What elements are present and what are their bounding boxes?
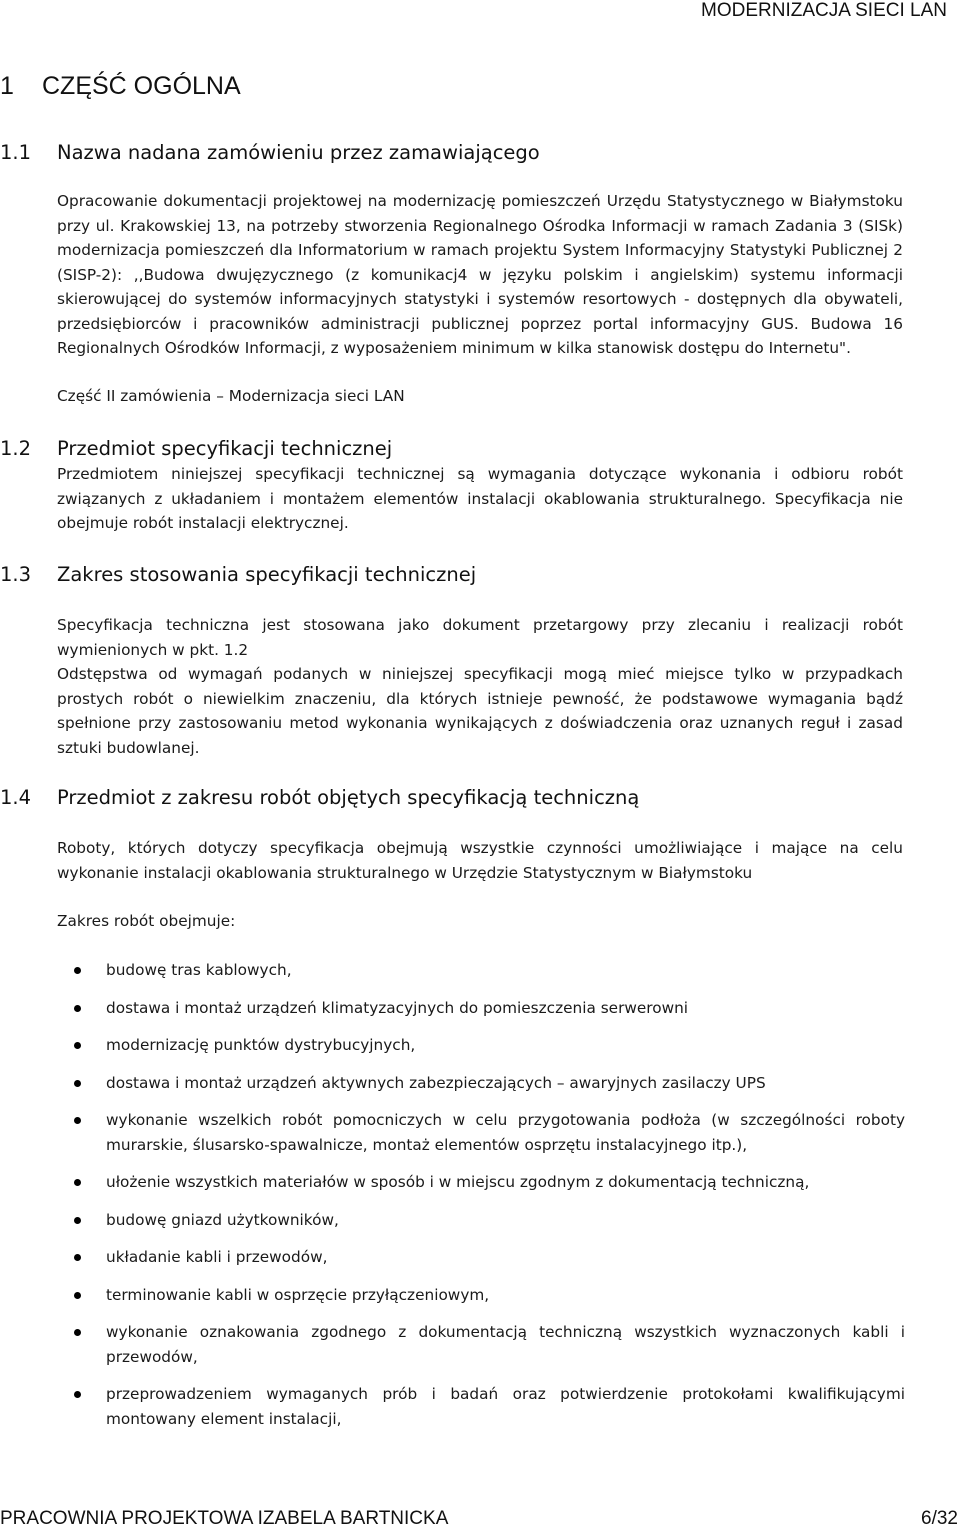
section-heading-1-3 (0, 563, 476, 587)
section-number: 1.1 (0, 141, 32, 164)
bullet-icon (74, 1329, 81, 1336)
list-item-text: wykonanie wszelkich robót pomocniczych w celu przygotowania podłoża (w szczególności roboty murarskie, ślusarsko-spawalnicze, montaż elementów osprzętu instalacyjnego itp.), (106, 1111, 905, 1154)
paragraph-order-name: Opracowanie dokumentacji projektowej na modernizację pomieszczeń Urzędu Statystycznego w Białymstoku przy ul. Krakowskiej 13, na potrzeby stworzenia Regionalnego Ośrodka Informacji w ramach Zadania 3 (SISk) modernizacja pomieszczeń dla Informatorium w ramach projektu System Informacyjny Statystyki Publicznej 2 (SISP-2): ,,Budowa dwujęzycznego (z komunikacj4 w języku polskim i angielskim) systemu informacji skierowującej do systemów informacyjnych statystyki i systemów resortowych - dostępnych dla obywateli, przedsiębiorców i pracowników administracji publicznej poprzez portal informacyjny GUS. Budowa 16 Regionalnych Ośrodków Informacji, z wyposażeniem minimum w kilka stanowisk dostępu do Internetu". (57, 192, 903, 357)
bullet-icon (74, 1117, 81, 1124)
section-heading-1-2 (0, 437, 392, 461)
list-item-text: budowę tras kablowych, (106, 961, 292, 979)
bullet-icon (74, 1292, 81, 1299)
list-item (57, 1382, 905, 1431)
section-title: CZĘŚĆ OGÓLNA (42, 72, 241, 100)
footer-page-number: 6/32 (921, 1508, 958, 1529)
bullet-icon (74, 1080, 81, 1087)
paragraph-spec-usage: Specyfikacja techniczna jest stosowana jako dokument przetargowy przy zlecaniu i realizacji robót wymienionych w pkt. 1.2 (57, 616, 903, 659)
list-item-text: układanie kabli i przewodów, (106, 1248, 328, 1266)
list-item-text: ułożenie wszystkich materiałów w sposób i w miejscu zgodnym z dokumentacją techniczną, (106, 1173, 810, 1191)
scope-list (57, 958, 905, 1431)
list-item (57, 996, 905, 1021)
footer-company: PRACOWNIA PROJEKTOWA IZABELA BARTNICKA (0, 1508, 449, 1529)
list-item-text: dostawa i montaż urządzeń klimatyzacyjnych do pomieszczenia serwerowni (106, 998, 689, 1017)
list-item-text: modernizację punktów dystrybucyjnych, (106, 1036, 416, 1054)
list-item (57, 1071, 905, 1096)
section-number: 1.3 (0, 563, 32, 586)
paragraph-spec-deviations: Odstępstwa od wymagań podanych w niniejszej specyfikacji mogą mieć miejsce tylko w przypadkach prostych robót o niewielkim znaczeniu, dla których istnieje pewność, że podstawowe wymagania bądź spełnione przy zastosowaniu metod wykonania wynikających z doświadczenia oraz uznanych reguł i zasad sztuki budowlanej. (57, 665, 903, 757)
scope-label: Zakres robót obejmuje: (57, 912, 236, 930)
section-title: Przedmiot z zakresu robót objętych specyfikacją techniczną (57, 786, 640, 809)
list-item (57, 1245, 905, 1270)
paragraph-spec-subject: Przedmiotem niniejszej specyfikacji technicznej są wymagania dotyczące wykonania i odbioru robót związanych z układaniem i montażem elementów instalacji okablowania strukturalnego. Specyfikacja nie obejmuje robót instalacji elektrycznej. (57, 465, 903, 532)
section-number: 1.4 (0, 786, 32, 809)
section-number: 1 (0, 72, 14, 100)
paragraph-order-part: Część II zamówienia – Modernizacja sieci LAN (57, 387, 405, 405)
bullet-icon (74, 1217, 81, 1224)
paragraph-works-scope: Roboty, których dotyczy specyfikacja obejmują wszystkie czynności umożliwiające i mające na celu wykonanie instalacji okablowania strukturalnego w Urzędzie Statystycznym w Białymstoku (57, 839, 903, 882)
list-item-text: wykonanie oznakowania zgodnego z dokumentacją techniczną wszystkich wyznaczonych kabli i przewodów, (106, 1323, 905, 1366)
list-item-text: budowę gniazd użytkowników, (106, 1210, 339, 1229)
list-item (57, 958, 905, 983)
list-item (57, 1170, 905, 1195)
section-heading-1-4 (0, 786, 639, 810)
list-item (57, 1208, 905, 1233)
list-item-text: dostawa i montaż urządzeń aktywnych zabezpieczających – awaryjnych zasilaczy UPS (106, 1073, 766, 1092)
section-number: 1.2 (0, 437, 32, 460)
bullet-icon (74, 1391, 81, 1398)
section-heading-1-1 (0, 141, 540, 165)
bullet-icon (74, 1042, 81, 1049)
list-item (57, 1033, 905, 1058)
list-item (57, 1283, 905, 1308)
section-title: Zakres stosowania specyfikacji technicznej (57, 563, 477, 586)
bullet-icon (74, 1254, 81, 1261)
bullet-icon (74, 1005, 81, 1012)
bullet-icon (74, 1179, 81, 1186)
section-title: Nazwa nadana zamówieniu przez zamawiającego (57, 141, 540, 164)
bullet-icon (74, 967, 81, 974)
section-heading-1 (0, 72, 241, 100)
page-header: MODERNIZACJA SIECI LAN (701, 0, 947, 21)
list-item-text: przeprowadzeniem wymaganych prób i badań oraz potwierdzenie protokołami kwalifikującymi montowany element instalacji, (106, 1385, 905, 1428)
list-item-text: terminowanie kabli w osprzęcie przyłączeniowym, (106, 1285, 490, 1304)
section-title: Przedmiot specyfikacji technicznej (57, 437, 393, 460)
list-item (57, 1108, 905, 1157)
list-item (57, 1320, 905, 1369)
